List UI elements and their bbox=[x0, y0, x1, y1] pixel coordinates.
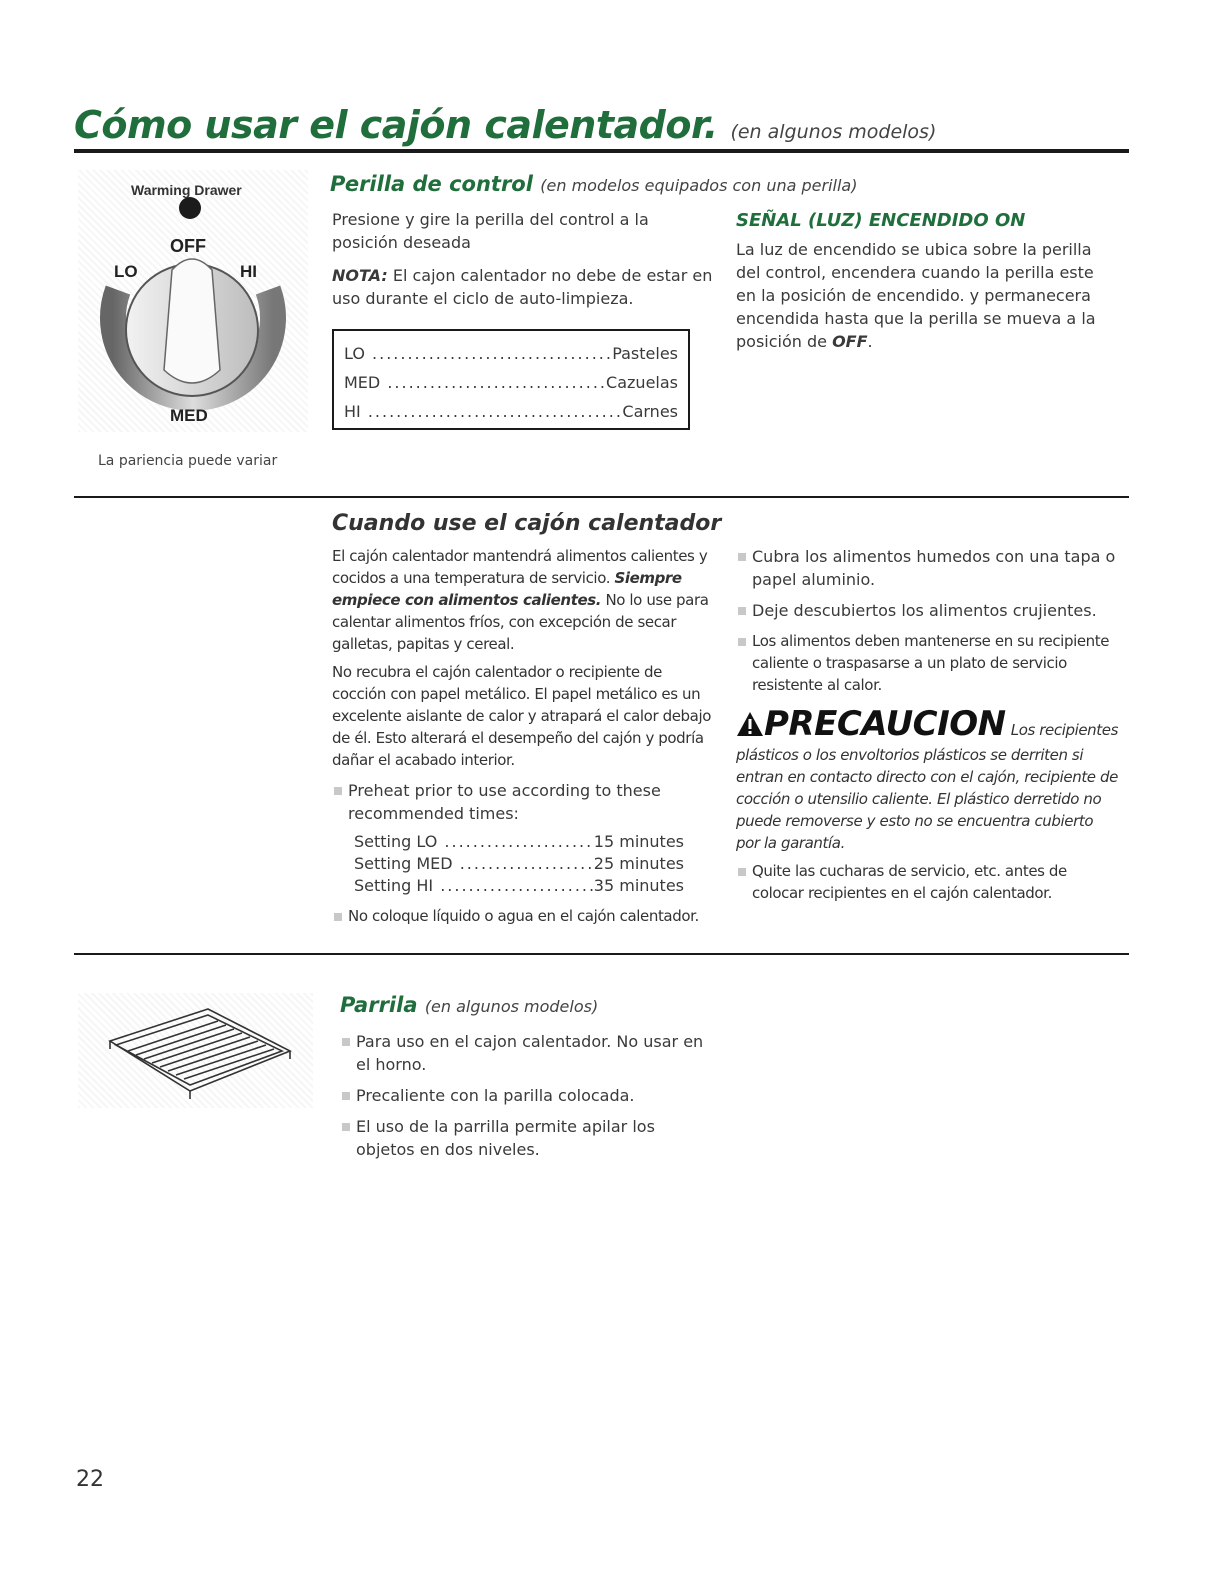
preheat-time: 35 minutes bbox=[593, 876, 684, 895]
usage-bullet-spoons: Quite las cucharas de servicio, etc. antes de colocar recipientes en el cajón calentador. bbox=[736, 860, 1121, 904]
preheat-row bbox=[354, 853, 684, 875]
signal-text bbox=[736, 238, 1106, 353]
preheat-row bbox=[354, 875, 684, 897]
usage-bullet-liquid: No coloque líquido o agua en el cajón calentador. bbox=[332, 905, 717, 927]
control-note bbox=[332, 264, 717, 310]
note-text: El cajon calentador no debe de estar en uso durante el ciclo de auto-limpieza. bbox=[332, 266, 713, 308]
precaution-text: plásticos o los envoltorios plásticos se derriten si entran en contacto directo con el cajón, recipiente de cocción o utensilio caliente. El plástico derretido no puede removerse y esto no se encuentra cubierto por la garantía. bbox=[736, 746, 1118, 852]
precaution-word: PRECAUCION bbox=[764, 704, 1006, 744]
knob-label-warming-drawer: Warming Drawer bbox=[131, 182, 242, 198]
control-heading-note: (en modelos equipados con una perilla) bbox=[540, 176, 858, 195]
usage-p1-before: El cajón calentador mantendrá alimentos calientes y cocidos a una temperatura de servicio. bbox=[332, 547, 708, 587]
usage-left-column bbox=[332, 545, 717, 927]
settings-setting: HI ..... bbox=[344, 397, 622, 426]
preheat-time: 15 minutes bbox=[593, 832, 684, 851]
signal-text-after: . bbox=[867, 332, 873, 351]
usage-paragraph-2: No recubra el cajón calentador o recipiente de cocción con papel metálico. El papel metálico es un excelente aislante de calor y atrapará el calor debajo de él. Esto alterará el desempeño del cajón y podría dañar el acabado interior. bbox=[332, 663, 711, 769]
preheat-times bbox=[354, 831, 717, 897]
rack-illustration bbox=[78, 993, 313, 1108]
rack-bullet: Para uso en el cajon calentador. No usar en el horno. bbox=[340, 1030, 715, 1076]
usage-p1-after: No lo use para calentar alimentos fríos, con excepción de secar galletas, papitas y cereal. bbox=[332, 591, 709, 653]
page-title-text: Cómo usar el cajón calentador. bbox=[74, 103, 718, 147]
usage-paragraph-1 bbox=[332, 545, 717, 655]
usage-bullet-preheat: Preheat prior to use according to these recommended times: bbox=[332, 779, 678, 825]
usage-p1-bold: Siempre empiece con alimentos calientes. bbox=[332, 569, 682, 609]
rack-bullet: Precaliente con la parilla colocada. bbox=[340, 1084, 715, 1107]
settings-table bbox=[332, 329, 690, 430]
preheat-time: 25 minutes bbox=[593, 854, 684, 873]
knob-caption: La pariencia puede variar bbox=[98, 453, 278, 469]
page-title-note: (en algunos modelos) bbox=[730, 121, 937, 143]
knob-label-hi: HI bbox=[240, 262, 257, 281]
precaution-block bbox=[736, 704, 1121, 854]
preheat-setting: Setting LO ..... bbox=[354, 831, 594, 853]
knob-label-off: OFF bbox=[170, 236, 206, 256]
usage-bullet-cover: Cubra los alimentos humedos con una tapa o papel aluminio. bbox=[736, 545, 1121, 591]
title-rule bbox=[74, 149, 1129, 153]
rack-heading-text: Parrila bbox=[340, 993, 418, 1017]
note-label: NOTA: bbox=[332, 266, 388, 285]
settings-setting: LO ..... bbox=[344, 339, 612, 368]
signal-text-before: La luz de encendido se ubica sobre la perilla del control, encendera cuando la perilla este en la posición de encendido. y permanecera encendida hasta que la perilla se mueva a la posición de bbox=[736, 240, 1096, 351]
preheat-row bbox=[354, 831, 684, 853]
control-instructions: Presione y gire la perilla del control a la posición deseada bbox=[332, 210, 649, 252]
settings-row bbox=[344, 339, 678, 368]
settings-food: Pasteles bbox=[612, 344, 678, 363]
signal-text-bold: OFF bbox=[832, 332, 868, 351]
control-heading bbox=[330, 172, 857, 196]
rack-heading bbox=[340, 993, 598, 1017]
settings-food: Carnes bbox=[622, 402, 678, 421]
preheat-setting: Setting MED ..... bbox=[354, 853, 594, 875]
usage-right-column bbox=[736, 545, 1121, 904]
warning-triangle-icon bbox=[736, 711, 764, 737]
section-rule-1 bbox=[74, 496, 1129, 498]
settings-row bbox=[344, 397, 678, 426]
knob-label-lo: LO bbox=[114, 262, 138, 281]
usage-bullet-container: Los alimentos deben mantenerse en su recipiente caliente o traspasarse a un plato de servicio resistente al calor. bbox=[736, 630, 1121, 696]
page-title bbox=[74, 103, 936, 147]
page-number: 22 bbox=[76, 1467, 104, 1492]
knob-label-med: MED bbox=[170, 406, 208, 425]
section-rule-2 bbox=[74, 953, 1129, 955]
knob-dial-icon bbox=[78, 170, 308, 432]
settings-food: Cazuelas bbox=[606, 373, 678, 392]
signal-heading: SEÑAL (LUZ) ENCENDIDO ON bbox=[736, 210, 1026, 231]
control-heading-text: Perilla de control bbox=[330, 172, 533, 196]
settings-setting: MED ..... bbox=[344, 368, 606, 397]
settings-row bbox=[344, 368, 678, 397]
precaution-text-lead: Los recipientes bbox=[1010, 721, 1119, 739]
rack-bullet: El uso de la parrilla permite apilar los objetos en dos niveles. bbox=[340, 1115, 715, 1161]
knob-illustration bbox=[78, 170, 308, 432]
preheat-setting: Setting HI ..... bbox=[354, 875, 594, 897]
rack-heading-note: (en algunos modelos) bbox=[424, 997, 599, 1016]
rack-icon bbox=[78, 993, 313, 1108]
usage-bullet-crispy: Deje descubiertos los alimentos crujientes. bbox=[736, 599, 1121, 622]
usage-heading: Cuando use el cajón calentador bbox=[332, 511, 722, 536]
rack-bullets bbox=[340, 1030, 715, 1161]
